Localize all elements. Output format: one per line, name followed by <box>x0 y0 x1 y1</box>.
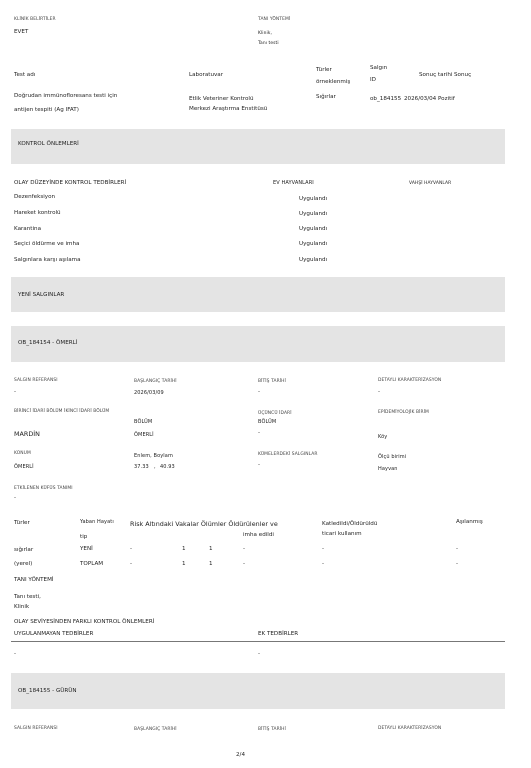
clinical-signs-label: KLİNİK BELİRTİLER <box>14 17 56 22</box>
ob1-col-main: Risk Altındaki Vakalar Ölümler Öldürülenler ve <box>130 520 278 528</box>
ob1-char-label: DETAYLI KARAKTERİZASYON <box>378 378 442 383</box>
ob2-start-label: BAŞLANGIÇ TARİHİ <box>134 727 177 732</box>
ob1-admin3-label: ÜÇÜNCÜ İDARİ <box>258 411 292 416</box>
test-name-2: antijen tespiti (Ag IFAT) <box>14 107 79 113</box>
measure-label: Hareket kontrolü <box>14 210 61 216</box>
ob1-measures-divider <box>11 641 505 642</box>
ob1-new-cases: 1 <box>182 546 186 552</box>
ob1-total-deaths: 1 <box>209 561 213 567</box>
outbreak-2-band <box>11 673 505 709</box>
ob1-epi-label: EPİDEMİYOLOJİK BİRİM <box>378 410 429 415</box>
ob1-total-killed: - <box>243 561 246 567</box>
ob2-char-label: DETAYLI KARAKTERİZASYON <box>378 726 442 731</box>
measure-status: Uygulandı <box>299 241 328 247</box>
ob1-col-species: Türler <box>14 520 30 526</box>
wild-header: VAHŞİ HAYVANLAR <box>409 181 452 186</box>
ob1-extra-measures-value: - <box>258 651 261 657</box>
measure-label: Karantina <box>14 226 41 232</box>
new-outbreaks-title: YENİ SALGINLAR <box>18 292 65 298</box>
diagnosis-label: TANI YÖNTEMİ <box>258 17 291 22</box>
ob1-row-new: YENİ <box>80 546 93 552</box>
outbreak-1-band <box>11 326 505 362</box>
measure-label: Salgınlara karşı aşılama <box>14 257 81 263</box>
clinical-signs-value: EVET <box>14 29 29 35</box>
ob1-admin-label: BİRİNCİ İDARİ BÖLÜM İKİNCİ İDARİ BÖLÜM <box>14 409 110 414</box>
measure-status: Uygulandı <box>299 257 328 263</box>
ob1-ref-label: SALGIN REFERANSI <box>14 378 58 383</box>
ob1-location-label: KONUM <box>14 451 31 456</box>
measure-status: Uygulandı <box>299 226 328 232</box>
ob1-end-value: - <box>258 389 261 395</box>
ob2-end-label: BİTİŞ TARİHİ <box>258 727 286 732</box>
ob2-ref-label: SALGIN REFERANSI <box>14 726 58 731</box>
ob1-admin2-value: ÖMERLİ <box>134 432 154 438</box>
ob1-new-killed: - <box>243 546 246 552</box>
ob1-epi-value: Köy <box>378 434 388 440</box>
ob1-not-applied-label: UYGULANMAYAN TEDBİRLER <box>14 631 94 637</box>
ob1-row-total: TOPLAM <box>80 561 104 567</box>
ob1-new-slaughtered: - <box>322 546 325 552</box>
col-outbreak-2: ID <box>370 77 376 83</box>
diagnosis-value-2: Tanı testi <box>258 41 279 46</box>
ob1-total-risk: - <box>130 561 133 567</box>
ob1-diag-value-1: Tanı testi, <box>14 594 41 600</box>
ob1-diag-value-2: Klinik <box>14 604 30 610</box>
outbreak-id: ob_184155 <box>370 96 402 102</box>
diagnosis-value-1: Klinik, <box>258 31 272 36</box>
result-date: 2026/03/04 <box>404 96 437 102</box>
ob1-col-vaccinated: Aşılanmış <box>456 519 483 525</box>
event-measures-header: OLAY DÜZEYİNDE KONTROL TEDBİRLERİ <box>14 180 127 186</box>
ob1-virus-label: ETKİLENEN KÜFÜS TANIMI <box>14 486 73 491</box>
ob1-species-1: sığırlar <box>14 547 34 553</box>
domestic-header: EV HAYVANLARI <box>273 180 314 186</box>
ob1-start-label: BAŞLANGIÇ TARİHİ <box>134 379 177 384</box>
measure-status: Uygulandı <box>299 196 328 202</box>
ob1-coord-label: Enlem, Boylam <box>134 453 173 459</box>
ob1-unit-value: Hayvan <box>378 466 398 472</box>
ob1-ref-value: - <box>14 389 17 395</box>
col-result: Sonuç <box>454 72 472 78</box>
ob1-start-value: 2026/03/09 <box>134 390 164 396</box>
col-laboratory: Laboratuvar <box>189 72 224 78</box>
outbreak-2-title: OB_184155 - GÜRÜN <box>18 688 77 694</box>
ob1-total-slaughtered: - <box>322 561 325 567</box>
ob1-admin1-value: MARDİN <box>14 430 40 438</box>
ob1-cluster-value: - <box>258 462 261 468</box>
new-outbreaks-band <box>11 277 505 312</box>
ob1-end-label: BİTİŞ TARİHİ <box>258 379 286 384</box>
control-measures-band <box>11 129 505 164</box>
ob1-coord-sep: , <box>154 464 156 470</box>
ob1-admin2-label: BÖLÜM <box>134 419 153 425</box>
measure-label: Dezenfeksiyon <box>14 194 56 200</box>
col-outbreak-1: Salgın <box>370 65 388 71</box>
test-name-1: Doğrudan immünofloresans testi için <box>14 93 118 99</box>
col-species-2: örneklenmiş <box>316 79 351 85</box>
page-number: 2/4 <box>236 752 246 758</box>
ob1-extra-measures-label: EK TEDBİRLER <box>258 631 299 637</box>
lab-name-2: Merkezi Araştırma Enstitüsü <box>189 106 268 112</box>
ob1-diag-label: TANI YÖNTEMİ <box>14 577 54 583</box>
result-value: Pozitif <box>438 96 455 102</box>
ob1-new-vaccinated: - <box>456 546 459 552</box>
ob1-unit-label: Ölçü birimi <box>378 454 407 460</box>
outbreak-1-title: OB_184154 - ÖMERLİ <box>18 340 78 346</box>
lab-name-1: Etlik Veteriner Kontrolü <box>189 96 254 102</box>
ob1-col-slaughter-1: Katledildi/Öldürüldü <box>322 521 378 527</box>
ob1-lat: 37.33 <box>134 464 149 470</box>
ob1-total-vaccinated: - <box>456 561 459 567</box>
ob1-location-value: ÖMERLİ <box>14 464 34 470</box>
ob1-new-deaths: 1 <box>209 546 213 552</box>
ob1-total-cases: 1 <box>182 561 186 567</box>
ob1-not-applied-value: - <box>14 651 17 657</box>
ob1-char-value: - <box>378 389 381 395</box>
ob1-col-main-2: imha edildi <box>243 532 274 538</box>
col-species-1: Türler <box>316 67 332 73</box>
ob1-species-2: (yerel) <box>14 561 33 567</box>
ob1-admin3-value: - <box>258 430 261 436</box>
ob1-new-risk: - <box>130 546 133 552</box>
col-test-name: Test adı <box>14 72 36 78</box>
ob1-lon: 40.93 <box>160 464 175 470</box>
measure-label: Seçici öldürme ve imha <box>14 241 80 247</box>
col-result-date: Sonuç tarihi <box>419 72 453 78</box>
species-sampled: Sığırlar <box>316 94 336 100</box>
measure-status: Uygulandı <box>299 211 328 217</box>
ob1-virus-value: - <box>14 495 17 501</box>
ob1-col-wild-1: Yaban Hayatı <box>80 519 114 525</box>
ob1-admin3-sub: BÖLÜM <box>258 419 277 425</box>
control-measures-title: KONTROL ÖNLEMLERİ <box>18 141 79 147</box>
ob1-col-wild-2: tip <box>80 534 88 540</box>
ob1-col-slaughter-2: ticari kullanım <box>322 531 362 537</box>
ob1-cluster-label: KÜMELERDEKİ SALGINLAR <box>258 452 318 457</box>
ob1-diff-measures-label: OLAY SEVİYESİNDEN FARKLI KONTROL ÖNLEMLERİ <box>14 619 155 625</box>
